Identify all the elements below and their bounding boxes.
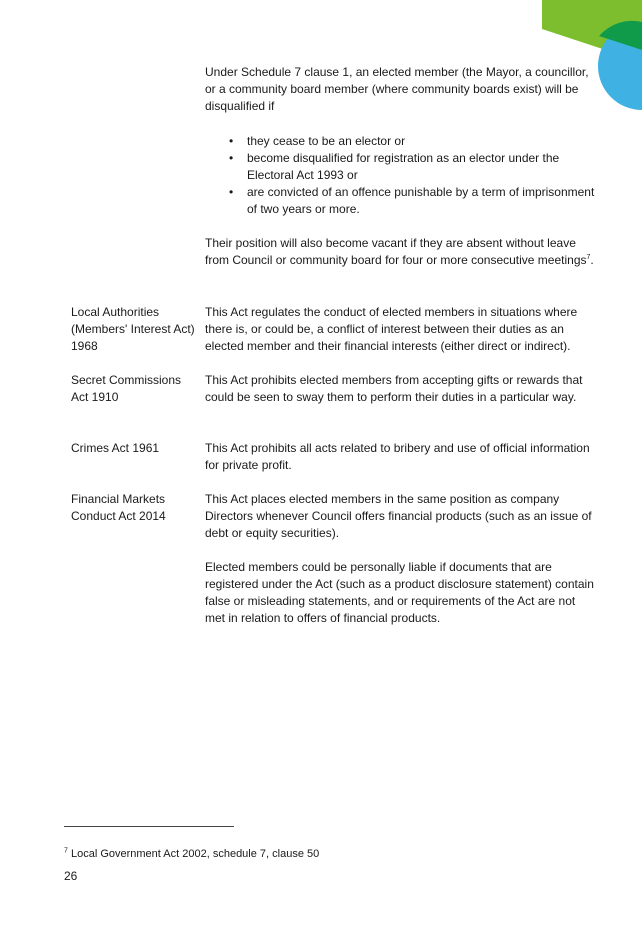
list-item: • become disqualified for registration as an elector under the Electoral Act 1993 or bbox=[229, 151, 560, 182]
act-description: This Act places elected members in the same position as company Directors whenever Council offers financial products (such as an issue of debt or equity securities). Elected members could be personally liable if documents that are registered under the Act (such as a product disclosure statement) contain false or misleading statements, and or requirements of the Act are not met in relation to offers of financial products. bbox=[205, 492, 594, 625]
bullet-glyph: • bbox=[229, 151, 234, 165]
disqualification-list bbox=[205, 133, 595, 218]
footnote-number: 7 bbox=[64, 847, 68, 855]
act-name: Financial Markets Conduct Act 2014 bbox=[71, 492, 166, 523]
intro-section bbox=[205, 64, 595, 269]
footnote-text: Local Government Act 2002, schedule 7, clause 50 bbox=[70, 848, 320, 860]
act-description: This Act regulates the conduct of elected members in situations where there is, or could be, a conflict of interest between their duties as an elected member and their financial interests (either direct or indirect). bbox=[205, 305, 578, 353]
list-item: • they cease to be an elector or bbox=[229, 134, 406, 148]
disqualification-paragraph: Under Schedule 7 clause 1, an elected member (the Mayor, a councillor, or a community board member (where community boards exist) will be disqualified if bbox=[205, 65, 589, 113]
bullet-glyph: • bbox=[229, 185, 234, 199]
act-description: This Act prohibits elected members from accepting gifts or rewards that could be seen to sway them to perform their duties in a particular way. bbox=[205, 373, 583, 404]
act-description: This Act prohibits all acts related to bribery and use of official information for private profit. bbox=[205, 441, 590, 472]
footnote bbox=[64, 847, 319, 861]
list-item: • are convicted of an offence punishable by a term of imprisonment of two years or more. bbox=[229, 185, 595, 216]
footnote-divider bbox=[64, 826, 234, 827]
page-number: 26 bbox=[64, 869, 78, 883]
act-name: Secret Commissions Act 1910 bbox=[71, 373, 182, 404]
act-name: Crimes Act 1961 bbox=[71, 441, 160, 455]
footnote-reference[interactable]: 7 bbox=[586, 254, 591, 261]
act-name: Local Authorities (Members' Interest Act) 1968 bbox=[71, 305, 195, 353]
vacancy-paragraph: Their position will also become vacant if they are absent without leave from Council or community board for four or more consecutive meetings$^7$. bbox=[205, 236, 594, 267]
bullet-glyph: • bbox=[229, 134, 234, 148]
